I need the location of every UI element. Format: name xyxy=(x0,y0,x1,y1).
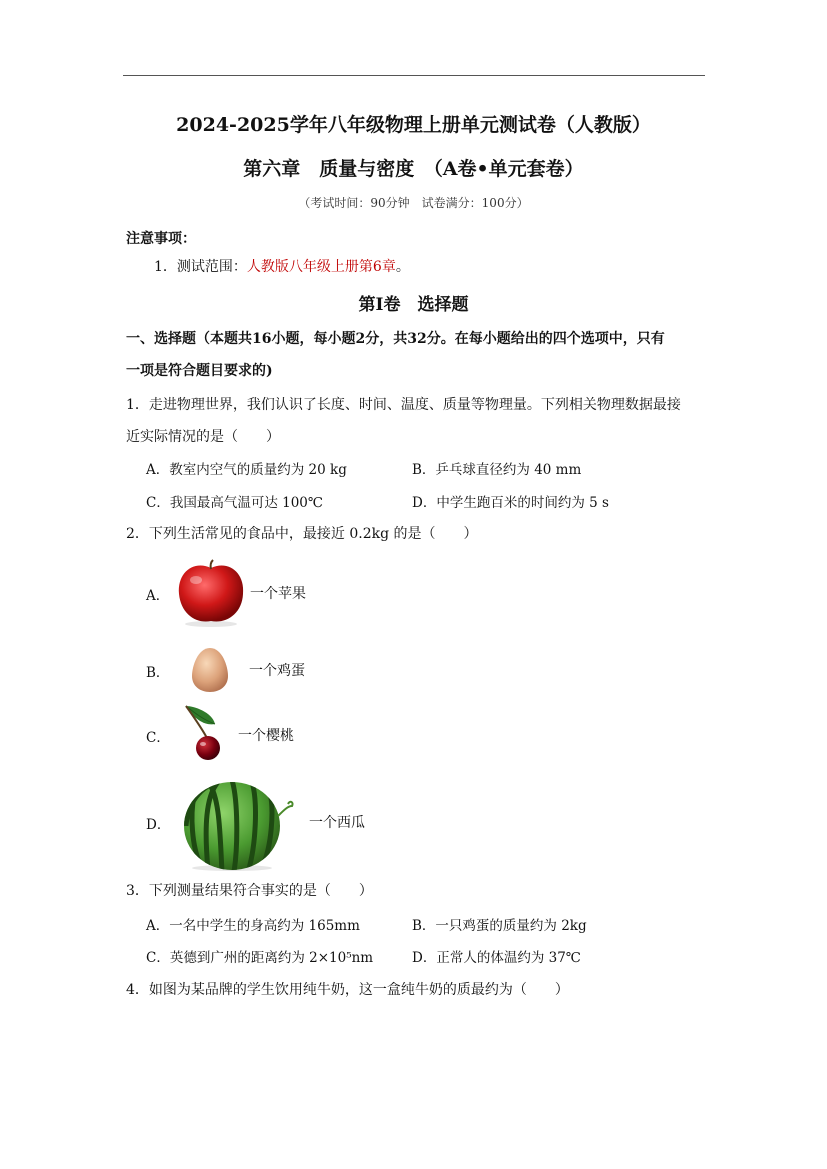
q3-option-a: A．一名中学生的身高约为 165mm xyxy=(146,918,360,934)
q1-option-b: B．乒乓球直径约为 40 mm xyxy=(412,462,582,478)
notice-heading: 注意事项： xyxy=(126,231,196,247)
chapter-subtitle: 第六章 质量与密度 （A卷•单元套卷） xyxy=(243,158,584,180)
q2-stem: 2．下列生活常见的食品中，最接近 0.2kg 的是（ ） xyxy=(126,526,478,542)
q4-stem: 4．如图为某品牌的学生饮用纯牛奶，这一盒纯牛奶的质最约为（ ） xyxy=(126,982,569,998)
q2-option-d-letter: D． xyxy=(146,817,171,833)
exam-info: （考试时间：90分钟 试卷满分：100分） xyxy=(298,196,529,210)
q2-option-a-text: 一个苹果 xyxy=(250,586,306,602)
q2-option-d-text: 一个西瓜 xyxy=(309,815,365,831)
header-rule xyxy=(123,75,705,76)
q3-option-b: B．一只鸡蛋的质量约为 2kg xyxy=(412,918,587,934)
q2-option-b-letter: B． xyxy=(146,665,170,681)
section-instructions-line2: 一项是符合题目要求的) xyxy=(126,363,273,379)
apple-image xyxy=(174,558,248,628)
q1-option-c: C．我国最高气温可达 100℃ xyxy=(146,495,323,511)
q3-stem: 3．下列测量结果符合事实的是（ ） xyxy=(126,883,373,899)
notice-item-suffix: 。 xyxy=(395,259,410,275)
q2-option-b-text: 一个鸡蛋 xyxy=(249,663,305,679)
q2-option-a-letter: A． xyxy=(146,588,170,604)
notice-item-range: 人教版八年级上册第6章 xyxy=(246,259,396,275)
section-instructions-line1: 一、选择题（本题共16小题，每小题2分，共32分。在每小题给出的四个选项中，只有 xyxy=(126,331,665,347)
q1-option-a: A．教室内空气的质量约为 20 kg xyxy=(146,462,347,478)
q2-option-c-text: 一个樱桃 xyxy=(238,728,294,744)
section-title: 第Ⅰ卷 选择题 xyxy=(358,295,469,315)
q3-option-c: C．英德到广州的距离约为 2×10⁵nm xyxy=(146,950,374,966)
q3-option-d: D．正常人的体温约为 37℃ xyxy=(412,950,581,966)
notice-item xyxy=(154,256,410,276)
egg-image xyxy=(190,646,230,694)
notice-item-prefix: 1．测试范围： xyxy=(154,259,247,275)
watermelon-image xyxy=(178,776,296,872)
q1-option-d: D．中学生跑百米的时间约为 5 s xyxy=(412,495,609,511)
page-title: 2024-2025学年八年级物理上册单元测试卷（人教版） xyxy=(176,114,651,136)
q2-option-c-letter: C． xyxy=(146,730,170,746)
q1-stem-line2: 近实际情况的是（ ） xyxy=(126,429,280,445)
cherry-image xyxy=(172,702,228,762)
q1-stem-line1: 1．走进物理世界，我们认识了长度、时间、温度、质量等物理量。下列相关物理数据最接 xyxy=(126,397,681,413)
